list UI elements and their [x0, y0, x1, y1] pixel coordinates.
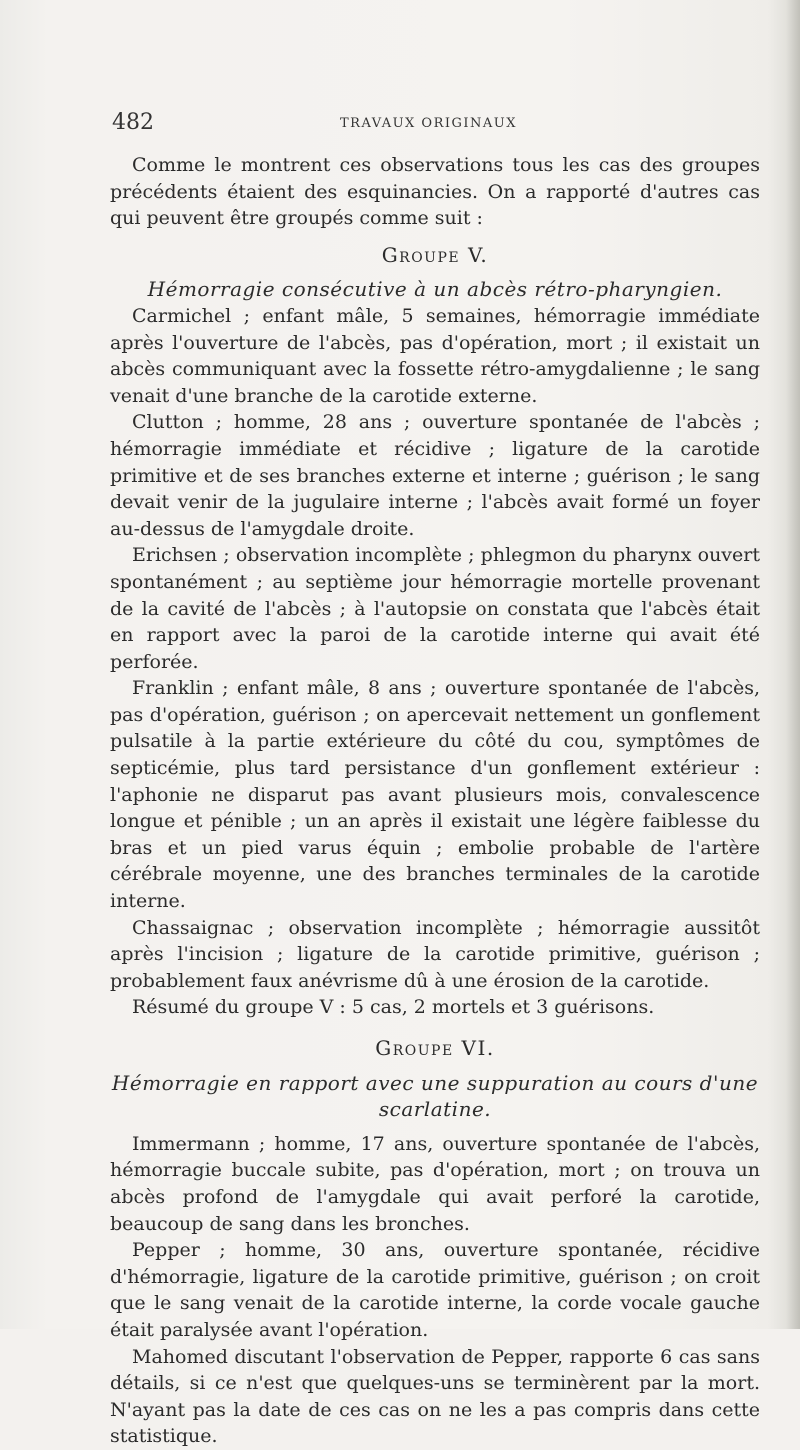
page-header — [112, 110, 762, 140]
case-pepper: Pepper ; homme, 30 ans, ouverture spontanée, récidive d'hémorragie, ligature de la carotide primitive, guérison ; on croit que le sang venait de la carotide interne, la corde vocale gauche était paralysée avant l'opération. — [110, 1239, 760, 1341]
group-5-summary: Résumé du groupe V : 5 cas, 2 mortels et 3 guérisons. — [132, 996, 655, 1019]
case-mahomed: Mahomed discutant l'observation de Pepper, rapporte 6 cas sans détails, si ce n'est que quelques-uns se terminèrent par la mort. N'ayant pas la date de ces cas on ne les a pas compris dans cette statistique. — [110, 1345, 760, 1448]
page-edge-shadow — [786, 0, 800, 1329]
intro-paragraph: Comme le montrent ces observations tous les cas des groupes précédents étaient des esquinancies. On a rapporté d'autres cas qui peuvent être groupés comme suit : — [110, 154, 760, 230]
group-5-heading: Groupe V. — [381, 242, 489, 267]
case-immermann: Immermann ; homme, 17 ans, ouverture spontanée de l'abcès, hémorragie buccale subite, pas d'opération, mort ; on trouva un abcès profond de l'amygdale qui avait perforé la carotide, beaucoup de sang dans les bronches. — [110, 1132, 760, 1235]
case-carmichel: Carmichel ; enfant mâle, 5 semaines, hémorragie immédiate après l'ouverture de l'abcès, pas d'opération, mort ; il existait un abcès communiquant avec la fossette rétro-amygdalienne ; le sang venait d'une branche de la carotide externe. — [110, 304, 760, 407]
case-clutton: Clutton ; homme, 28 ans ; ouverture spontanée de l'abcès ; hémorragie immédiate et récidive ; ligature de la carotide primitive et de ses branches externe et interne ; guérison ; le sang devait venir de la jugulaire interne ; l'abcès avait formé un foyer au-dessus de l'amygdale droite. — [110, 411, 760, 540]
group-6-subheading: Hémorragie en rapport avec une suppuration au cours d'une scarlatine. — [111, 1070, 759, 1122]
page-body — [110, 152, 760, 1450]
case-erichsen: Erichsen ; observation incomplète ; phlegmon du pharynx ouvert spontanément ; au septième jour hémorragie mortelle provenant de la cavité de l'abcès ; à l'autopsie on constata que l'abcès était en rapport avec la paroi de la carotide interne qui avait été perforée. — [110, 544, 760, 673]
group-6-heading: Groupe VI. — [375, 1036, 495, 1060]
case-chassaignac: Chassaignac ; observation incomplète ; hémorragie aussitôt après l'incision ; ligature de la carotide primitive, guérison ; probablement faux anévrisme dû à une érosion de la carotide. — [110, 916, 760, 992]
running-head: TRAVAUX ORIGINAUX — [340, 116, 518, 131]
case-franklin: Franklin ; enfant mâle, 8 ans ; ouverture spontanée de l'abcès, pas d'opération, guérison ; on apercevait nettement un gonflement pulsatile à la partie extérieure du côté du cou, symptômes de septicémie, plus tard persistance d'un gonflement extérieur : l'aphonie ne disparut pas avant plusieurs mois, convalescence longue et pénible ; un an après il existait une légère faiblesse du bras et un pied varus équin ; embolie probable de l'artère cérébrale moyenne, une des branches terminales de la carotide interne. — [110, 677, 760, 913]
page-number: 482 — [112, 110, 154, 135]
group-5-subheading: Hémorragie consécutive à un abcès rétro-pharyngien. — [147, 277, 723, 302]
